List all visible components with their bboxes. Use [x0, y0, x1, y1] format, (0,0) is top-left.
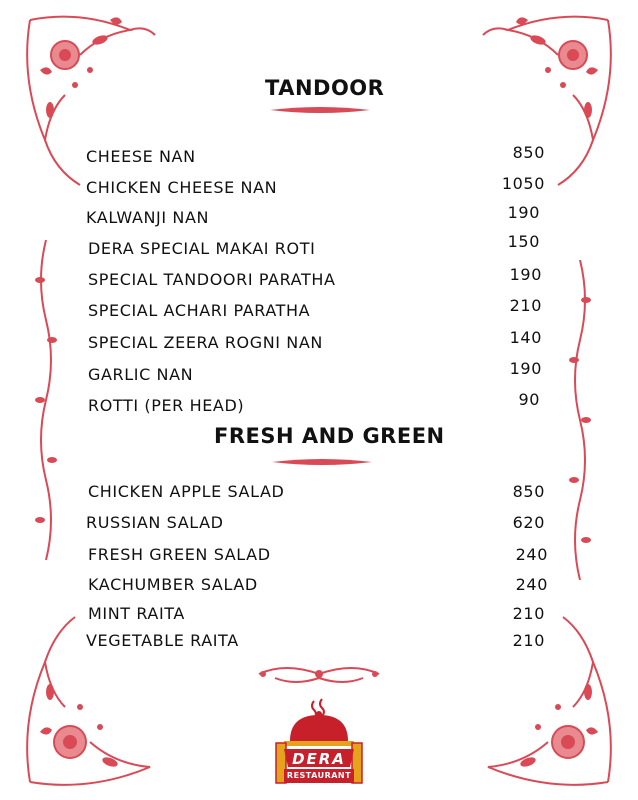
logo-subtitle: RESTAURANT: [286, 771, 352, 780]
menu-item-price: 240: [515, 545, 548, 564]
menu-item-price: 210: [509, 296, 542, 315]
menu-item-name: CHEESE NAN: [86, 147, 196, 166]
restaurant-logo: [270, 697, 368, 789]
side-vine-right: [568, 260, 592, 580]
menu-item-price: 190: [509, 265, 542, 284]
menu-item-price: 850: [512, 143, 545, 162]
menu-item-price: 240: [515, 575, 548, 594]
menu-item-name: SPECIAL TANDOORI PARATHA: [88, 270, 336, 289]
menu-item-price: 850: [512, 482, 545, 501]
menu-item-name: KALWANJI NAN: [86, 208, 210, 227]
bottom-center-ornament: [255, 660, 383, 688]
section-title-fresh-and-green: FRESH AND GREEN: [214, 424, 445, 448]
section-title-tandoor: TANDOOR: [265, 76, 385, 100]
menu-item-price: 150: [507, 232, 540, 251]
section-divider: [272, 456, 372, 468]
menu-item-name: SPECIAL ZEERA ROGNI NAN: [88, 333, 323, 352]
menu-item-name: MINT RAITA: [88, 604, 185, 623]
menu-item-name: CHICKEN CHEESE NAN: [86, 178, 278, 197]
menu-item-name: FRESH GREEN SALAD: [88, 545, 271, 564]
menu-item-price: 190: [509, 359, 542, 378]
menu-item-name: DERA SPECIAL MAKAI ROTI: [88, 239, 316, 258]
menu-item-price: 140: [509, 328, 542, 347]
menu-item-name: ROTTI (PER HEAD): [88, 396, 245, 415]
menu-item-price: 620: [512, 513, 545, 532]
corner-ornament-top-right: [478, 10, 618, 190]
menu-item-price: 90: [518, 390, 540, 409]
side-vine-left: [34, 240, 58, 560]
menu-item-price: 210: [512, 604, 545, 623]
menu-item-name: SPECIAL ACHARI PARATHA: [88, 301, 311, 320]
menu-item-name: KACHUMBER SALAD: [88, 575, 258, 594]
menu-item-price: 1050: [501, 174, 545, 193]
menu-item-name: RUSSIAN SALAD: [86, 513, 224, 532]
menu-item-name: CHICKEN APPLE SALAD: [88, 482, 285, 501]
menu-item-price: 190: [507, 203, 540, 222]
menu-item-name: GARLIC NAN: [88, 365, 194, 384]
menu-item-name: VEGETABLE RAITA: [86, 631, 239, 650]
section-divider: [270, 104, 370, 116]
logo-brand: DERA: [292, 750, 346, 768]
menu-item-price: 210: [512, 631, 545, 650]
